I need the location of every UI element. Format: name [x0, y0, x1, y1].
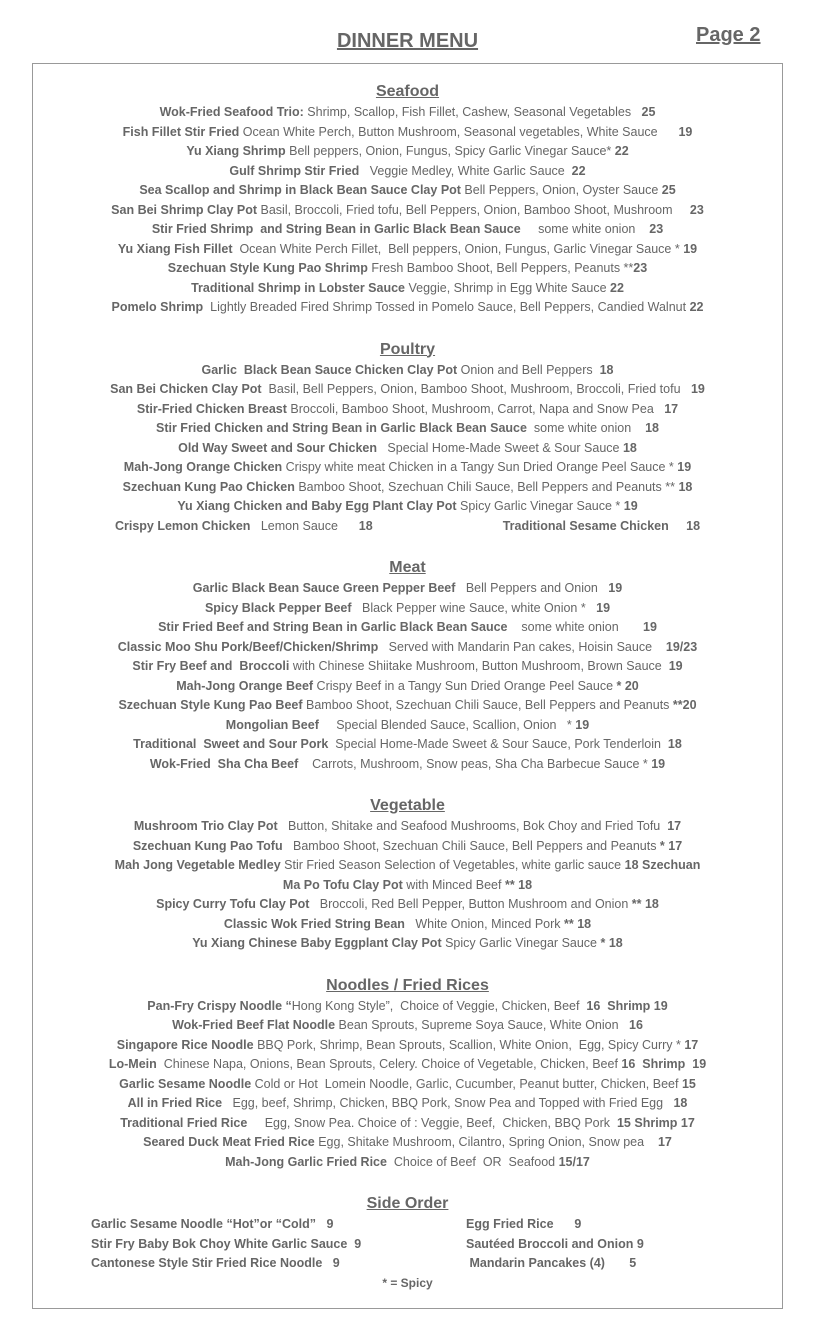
section-title: Side Order: [366, 1195, 449, 1212]
item-price: 17: [653, 401, 679, 416]
item-price: 23: [633, 261, 648, 275]
section-title: Vegetable: [370, 797, 445, 814]
item-price: 18: [668, 518, 701, 533]
item-price: ** 18: [628, 897, 659, 911]
item-description: Basil, Bell Peppers, Onion, Bamboo Shoot, Mushroom, Broccoli, Fried tofu: [261, 382, 681, 396]
item-price: 19: [618, 620, 657, 634]
menu-item: [32, 997, 783, 1017]
item-description: Egg, beef, Shrimp, Chicken, BBQ Pork, Snow Pea and Topped with Fried Egg: [222, 1096, 664, 1110]
item-price: 19: [661, 659, 683, 673]
menu-item: [32, 298, 783, 318]
menu-item: [32, 380, 783, 400]
item-name: Wok-Fried Seafood Trio:: [159, 105, 304, 119]
item-name: Garlic Black Bean Sauce Green Pepper Beef: [192, 581, 456, 595]
item-description: Ocean White Perch, Button Mushroom, Seasonal vegetables, White Sauce: [239, 124, 658, 139]
item-description: Bell Peppers, Onion, Oyster Sauce: [460, 183, 659, 197]
side-item-right: Mandarin Pancakes (4) 5: [466, 1256, 637, 1270]
item-price: 17: [644, 1135, 672, 1149]
menu-section: [32, 975, 783, 1173]
item-description: Special Blended Sauce, Scallion, Onion *: [318, 717, 572, 732]
item-name: San Bei Shrimp Clay Pot: [111, 202, 258, 217]
item-name: Mah-Jong Garlic Fried Rice: [225, 1154, 387, 1169]
menu-item: [32, 1094, 783, 1114]
menu-item: [32, 1153, 783, 1173]
item-price: 19: [647, 756, 666, 771]
item-name: Gulf Shrimp Stir Fried: [229, 163, 360, 178]
section-gap: [32, 318, 783, 339]
menu-item: [32, 1036, 783, 1056]
item-description: Broccoli, Bamboo Shoot, Mushroom, Carrot, Napa and Snow Pea: [286, 401, 654, 416]
item-description: Choice of Beef OR Seafood: [386, 1154, 556, 1169]
item-price: 19: [680, 382, 705, 396]
item-price: **20: [669, 698, 697, 712]
item-name: Garlic Black Bean Sauce Chicken Clay Pot: [201, 362, 458, 377]
item-description: Bamboo Shoot, Szechuan Chili Sauce, Bell Peppers and Peanuts **: [294, 479, 675, 494]
menu-item: [32, 657, 783, 677]
side-order-row: [32, 1215, 783, 1235]
menu-item: [32, 1114, 783, 1134]
menu-item: [32, 400, 783, 420]
menu-item: [32, 419, 783, 439]
item-name: Sea Scallop and Shrimp in Black Bean Sauce Clay Pot: [139, 183, 461, 197]
menu-item: [32, 876, 783, 896]
item-price: 18: [337, 518, 373, 533]
item-price: ** 18: [560, 916, 592, 931]
item-description: Shrimp, Scallop, Fish Fillet, Cashew, Seasonal Vegetables: [303, 105, 632, 119]
menu-item: [32, 361, 783, 381]
item-price: 19: [597, 581, 623, 595]
item-name: Lo-Mein: [108, 1057, 157, 1071]
menu-item: [32, 162, 783, 182]
menu-item: [32, 142, 783, 162]
menu-section: [32, 795, 783, 954]
item-price: * 18: [597, 936, 623, 950]
item-name: Stir Fry Beef and Broccoli: [132, 659, 290, 673]
menu-item: [32, 735, 783, 755]
menu-item: [32, 579, 783, 599]
side-item-right: Sautéed Broccoli and Onion 9: [466, 1236, 644, 1251]
menu-item: [32, 123, 783, 143]
item-name: Old Way Sweet and Sour Chicken: [178, 440, 377, 455]
item-price: * 20: [613, 678, 639, 693]
item-price: 18: [631, 421, 659, 435]
item-price: 23: [672, 202, 704, 217]
item-description: some white onion: [507, 620, 619, 634]
item-price: 25: [658, 183, 676, 197]
item-description: Cold or Hot Lomein Noodle, Garlic, Cucumber, Peanut butter, Chicken, Beef: [251, 1076, 679, 1091]
item-description: with Minced Beef: [402, 877, 502, 892]
menu-item: [32, 478, 783, 498]
item-name: Seared Duck Meat Fried Rice: [143, 1135, 315, 1149]
item-name: Ma Po Tofu Clay Pot: [282, 877, 403, 892]
item-price: 25: [631, 105, 656, 119]
item-price: 19: [620, 499, 638, 513]
side-item-right: Egg Fried Rice 9: [466, 1217, 582, 1231]
item-name: Wok-Fried Beef Flat Noodle: [172, 1018, 336, 1032]
item-name: Mushroom Trio Clay Pot: [133, 819, 278, 833]
menu-item: [32, 915, 783, 935]
item-description: with Chinese Shiitake Mushroom, Button Mushroom, Brown Sauce: [289, 659, 662, 673]
item-price: 19: [657, 124, 693, 139]
menu-section: [32, 557, 783, 774]
menu-item: [32, 497, 783, 517]
item-description: some white onion: [526, 421, 632, 435]
item-description: Crispy white meat Chicken in a Tangy Sun Dried Orange Peel Sauce *: [282, 460, 674, 474]
page-number: Page 2: [696, 24, 761, 46]
item-name: Spicy Curry Tofu Clay Pot: [156, 897, 310, 911]
item-price: 23: [635, 222, 664, 236]
section-gap: [32, 774, 783, 795]
menu-section: [32, 339, 783, 537]
item-name: Yu Xiang Fish Fillet: [117, 241, 233, 256]
item-name: Traditional Shrimp in Lobster Sauce: [191, 280, 406, 295]
side-item-left: Garlic Sesame Noodle “Hot”or “Cold” 9: [91, 1217, 334, 1231]
menu-item: [32, 220, 783, 240]
item-price: 19: [571, 717, 590, 732]
item-description: Served with Mandarin Pan cakes, Hoisin Sauce: [378, 639, 653, 654]
item-name: Stir-Fried Chicken Breast: [136, 401, 287, 416]
item-description: Crispy Beef in a Tangy Sun Dried Orange Peel Sauce: [313, 678, 614, 693]
item-name: Crispy Lemon Chicken: [114, 518, 251, 533]
item-name: Spicy Black Pepper Beef: [204, 600, 352, 615]
item-description: Special Home-Made Sweet & Sour Sauce, Pork Tenderloin: [328, 737, 661, 751]
item-price: 17: [680, 1037, 699, 1052]
item-price: 15/17: [555, 1154, 590, 1169]
item-name: Mah-Jong Orange Beef: [176, 678, 314, 693]
item-price: 19: [673, 460, 692, 474]
side-order-row: [32, 1235, 783, 1255]
item-description: Lemon Sauce: [250, 518, 338, 533]
item-description: Egg, Snow Pea. Choice of : Veggie, Beef, Chicken, BBQ Pork: [247, 1115, 611, 1130]
item-price: 18: [619, 440, 637, 455]
item-description: Veggie Medley, White Garlic Sauce: [359, 163, 565, 178]
item-description: Chinese Napa, Onions, Bean Sprouts, Celery. Choice of Vegetable, Chicken, Beef: [156, 1057, 618, 1071]
item-name: Pan-Fry Crispy Noodle “: [147, 998, 292, 1013]
item-price: 22: [611, 144, 629, 158]
item-price: 19: [679, 241, 698, 256]
item-name: Singapore Rice Noodle: [116, 1037, 254, 1052]
item-description: Fresh Bamboo Shoot, Bell Peppers, Peanuts **: [367, 261, 634, 275]
menu-section: [32, 81, 783, 318]
item-description: Bean Sprouts, Supreme Soya Sauce, White Onion: [335, 1018, 619, 1032]
item-description: Veggie, Shrimp in Egg White Sauce: [405, 280, 607, 295]
item-price: * 17: [656, 838, 683, 853]
item-description: Special Home-Made Sweet & Sour Sauce: [377, 440, 620, 455]
menu-item: [32, 1133, 783, 1153]
item-price: 22: [564, 163, 586, 178]
item-description: Bell Peppers and Onion: [455, 581, 598, 595]
item-name: Traditional Sesame Chicken: [502, 518, 669, 533]
item-name: Traditional Fried Rice: [120, 1115, 248, 1130]
item-price: 18: [660, 737, 682, 751]
menu-item: [32, 895, 783, 915]
item-name: Classic Wok Fried String Bean: [223, 916, 405, 931]
page-title: DINNER MENU: [336, 30, 479, 52]
item-price: 15 Shrimp 17: [610, 1115, 695, 1130]
menu-item: [32, 755, 783, 775]
item-name: Szechuan Style Kung Pao Beef: [118, 698, 303, 712]
item-description: Hong Kong Style”, Choice of Veggie, Chicken, Beef: [291, 998, 580, 1013]
item-description: Bamboo Shoot, Szechuan Chili Sauce, Bell Peppers and Peanuts: [302, 698, 670, 712]
item-description: Button, Shitake and Seafood Mushrooms, Bok Choy and Fried Tofu: [277, 819, 661, 833]
menu-item: [32, 458, 783, 478]
item-description: Black Pepper wine Sauce, white Onion *: [351, 600, 586, 615]
side-item-left: Stir Fry Baby Bok Choy White Garlic Sauce 9: [91, 1236, 362, 1251]
menu-item-pair: [32, 517, 783, 537]
item-price: 16 Shrimp 19: [579, 998, 668, 1013]
item-description: Lightly Breaded Fired Shrimp Tossed in Pomelo Sauce, Bell Peppers, Candied Walnut: [203, 300, 687, 314]
item-name: Classic Moo Shu Pork/Beef/Chicken/Shrimp: [117, 639, 379, 654]
item-name: Wok-Fried Sha Cha Beef: [149, 756, 299, 771]
menu-item: [32, 856, 783, 876]
item-name: San Bei Chicken Clay Pot: [110, 382, 262, 396]
section-gap: [32, 954, 783, 975]
side-item-left: Cantonese Style Stir Fried Rice Noodle 9: [91, 1256, 340, 1270]
menu-item: [32, 181, 783, 201]
menu-item: [32, 279, 783, 299]
menu-item: [32, 696, 783, 716]
item-name: Szechuan Kung Pao Chicken: [122, 479, 295, 494]
item-price: 19: [585, 600, 611, 615]
side-order-row: [32, 1254, 783, 1274]
item-description: Spicy Garlic Vinegar Sauce: [441, 936, 598, 950]
item-name: All in Fried Rice: [127, 1096, 223, 1110]
item-name: Traditional Sweet and Sour Pork: [133, 737, 329, 751]
item-price: ** 18: [501, 877, 533, 892]
menu-item: [32, 103, 783, 123]
item-price: 17: [660, 819, 682, 833]
menu-item: [32, 934, 783, 954]
item-name: Mongolian Beef: [225, 717, 319, 732]
item-price: 18 Szechuan: [621, 858, 701, 872]
section-title: Poultry: [379, 340, 436, 358]
item-name: Szechuan Kung Pao Tofu: [132, 838, 283, 853]
section-gap: [32, 536, 783, 557]
item-price: 16: [618, 1018, 643, 1032]
item-price: 22: [606, 280, 624, 295]
item-description: Egg, Shitake Mushroom, Cilantro, Spring Onion, Snow pea: [314, 1135, 645, 1149]
item-price: 22: [686, 300, 704, 314]
menu-item: [32, 1016, 783, 1036]
item-description: BBQ Pork, Shrimp, Bean Sprouts, Scallion, White Onion, Egg, Spicy Curry *: [253, 1037, 681, 1052]
menu-item: [32, 439, 783, 459]
item-description: Bamboo Shoot, Szechuan Chili Sauce, Bell Peppers and Peanuts: [282, 838, 657, 853]
menu-item: [32, 716, 783, 736]
menu-item: [32, 201, 783, 221]
item-price: 16 Shrimp 19: [617, 1057, 707, 1071]
item-name: Pomelo Shrimp: [111, 300, 204, 314]
spicy-legend: * = Spicy: [382, 1275, 433, 1290]
menu-item: [32, 638, 783, 658]
item-description: Basil, Broccoli, Fried tofu, Bell Peppers, Onion, Bamboo Shoot, Mushroom: [257, 202, 673, 217]
item-name: Fish Fillet Stir Fried: [122, 124, 240, 139]
menu-item: [32, 599, 783, 619]
menu-item: [32, 1075, 783, 1095]
menu-item: [32, 837, 783, 857]
item-description: Carrots, Mushroom, Snow peas, Sha Cha Barbecue Sauce *: [298, 756, 648, 771]
item-description: Ocean White Perch Fillet, Bell peppers, Onion, Fungus, Garlic Vinegar Sauce *: [232, 241, 680, 256]
section-gap: [32, 1172, 783, 1193]
item-description: Onion and Bell Peppers: [457, 362, 593, 377]
item-price: 18: [663, 1096, 688, 1110]
section-title: Meat: [389, 559, 426, 576]
menu-item: [32, 618, 783, 638]
section-title: Noodles / Fried Rices: [326, 976, 489, 994]
menu-item: [32, 817, 783, 837]
item-name: Stir Fried Shrimp and String Bean in Garlic Black Bean Sauce: [151, 222, 521, 236]
menu-item: [32, 259, 783, 279]
menu-item: [32, 240, 783, 260]
item-name: Mah-Jong Orange Chicken: [123, 460, 283, 474]
item-name: Stir Fried Beef and String Bean in Garlic Black Bean Sauce: [158, 620, 508, 634]
side-order-section: [32, 1193, 783, 1292]
menu-item: [32, 1055, 783, 1075]
item-description: Broccoli, Red Bell Pepper, Button Mushroom and Onion: [309, 897, 629, 911]
item-name: Yu Xiang Chicken and Baby Egg Plant Clay Pot: [177, 499, 457, 513]
menu-item: [32, 677, 783, 697]
item-name: Mah Jong Vegetable Medley: [114, 858, 281, 872]
section-title: Seafood: [375, 83, 440, 100]
item-description: Bell peppers, Onion, Fungus, Spicy Garlic Vinegar Sauce*: [285, 144, 612, 158]
item-description: some white onion: [520, 222, 636, 236]
menu-content: [32, 81, 783, 1292]
item-name: Yu Xiang Chinese Baby Eggplant Clay Pot: [192, 936, 442, 950]
item-description: White Onion, Minced Pork: [404, 916, 561, 931]
item-price: 18: [592, 362, 614, 377]
item-name: Stir Fried Chicken and String Bean in Garlic Black Bean Sauce: [156, 421, 527, 435]
item-name: Garlic Sesame Noodle: [119, 1076, 252, 1091]
item-price: 15: [678, 1076, 696, 1091]
item-price: 18: [674, 479, 693, 494]
item-description: Stir Fried Season Selection of Vegetables, white garlic sauce: [280, 858, 622, 872]
item-price: 19/23: [652, 639, 698, 654]
item-name: Yu Xiang Shrimp: [186, 144, 286, 158]
item-description: Spicy Garlic Vinegar Sauce *: [456, 499, 621, 513]
item-name: Szechuan Style Kung Pao Shrimp: [167, 261, 368, 275]
